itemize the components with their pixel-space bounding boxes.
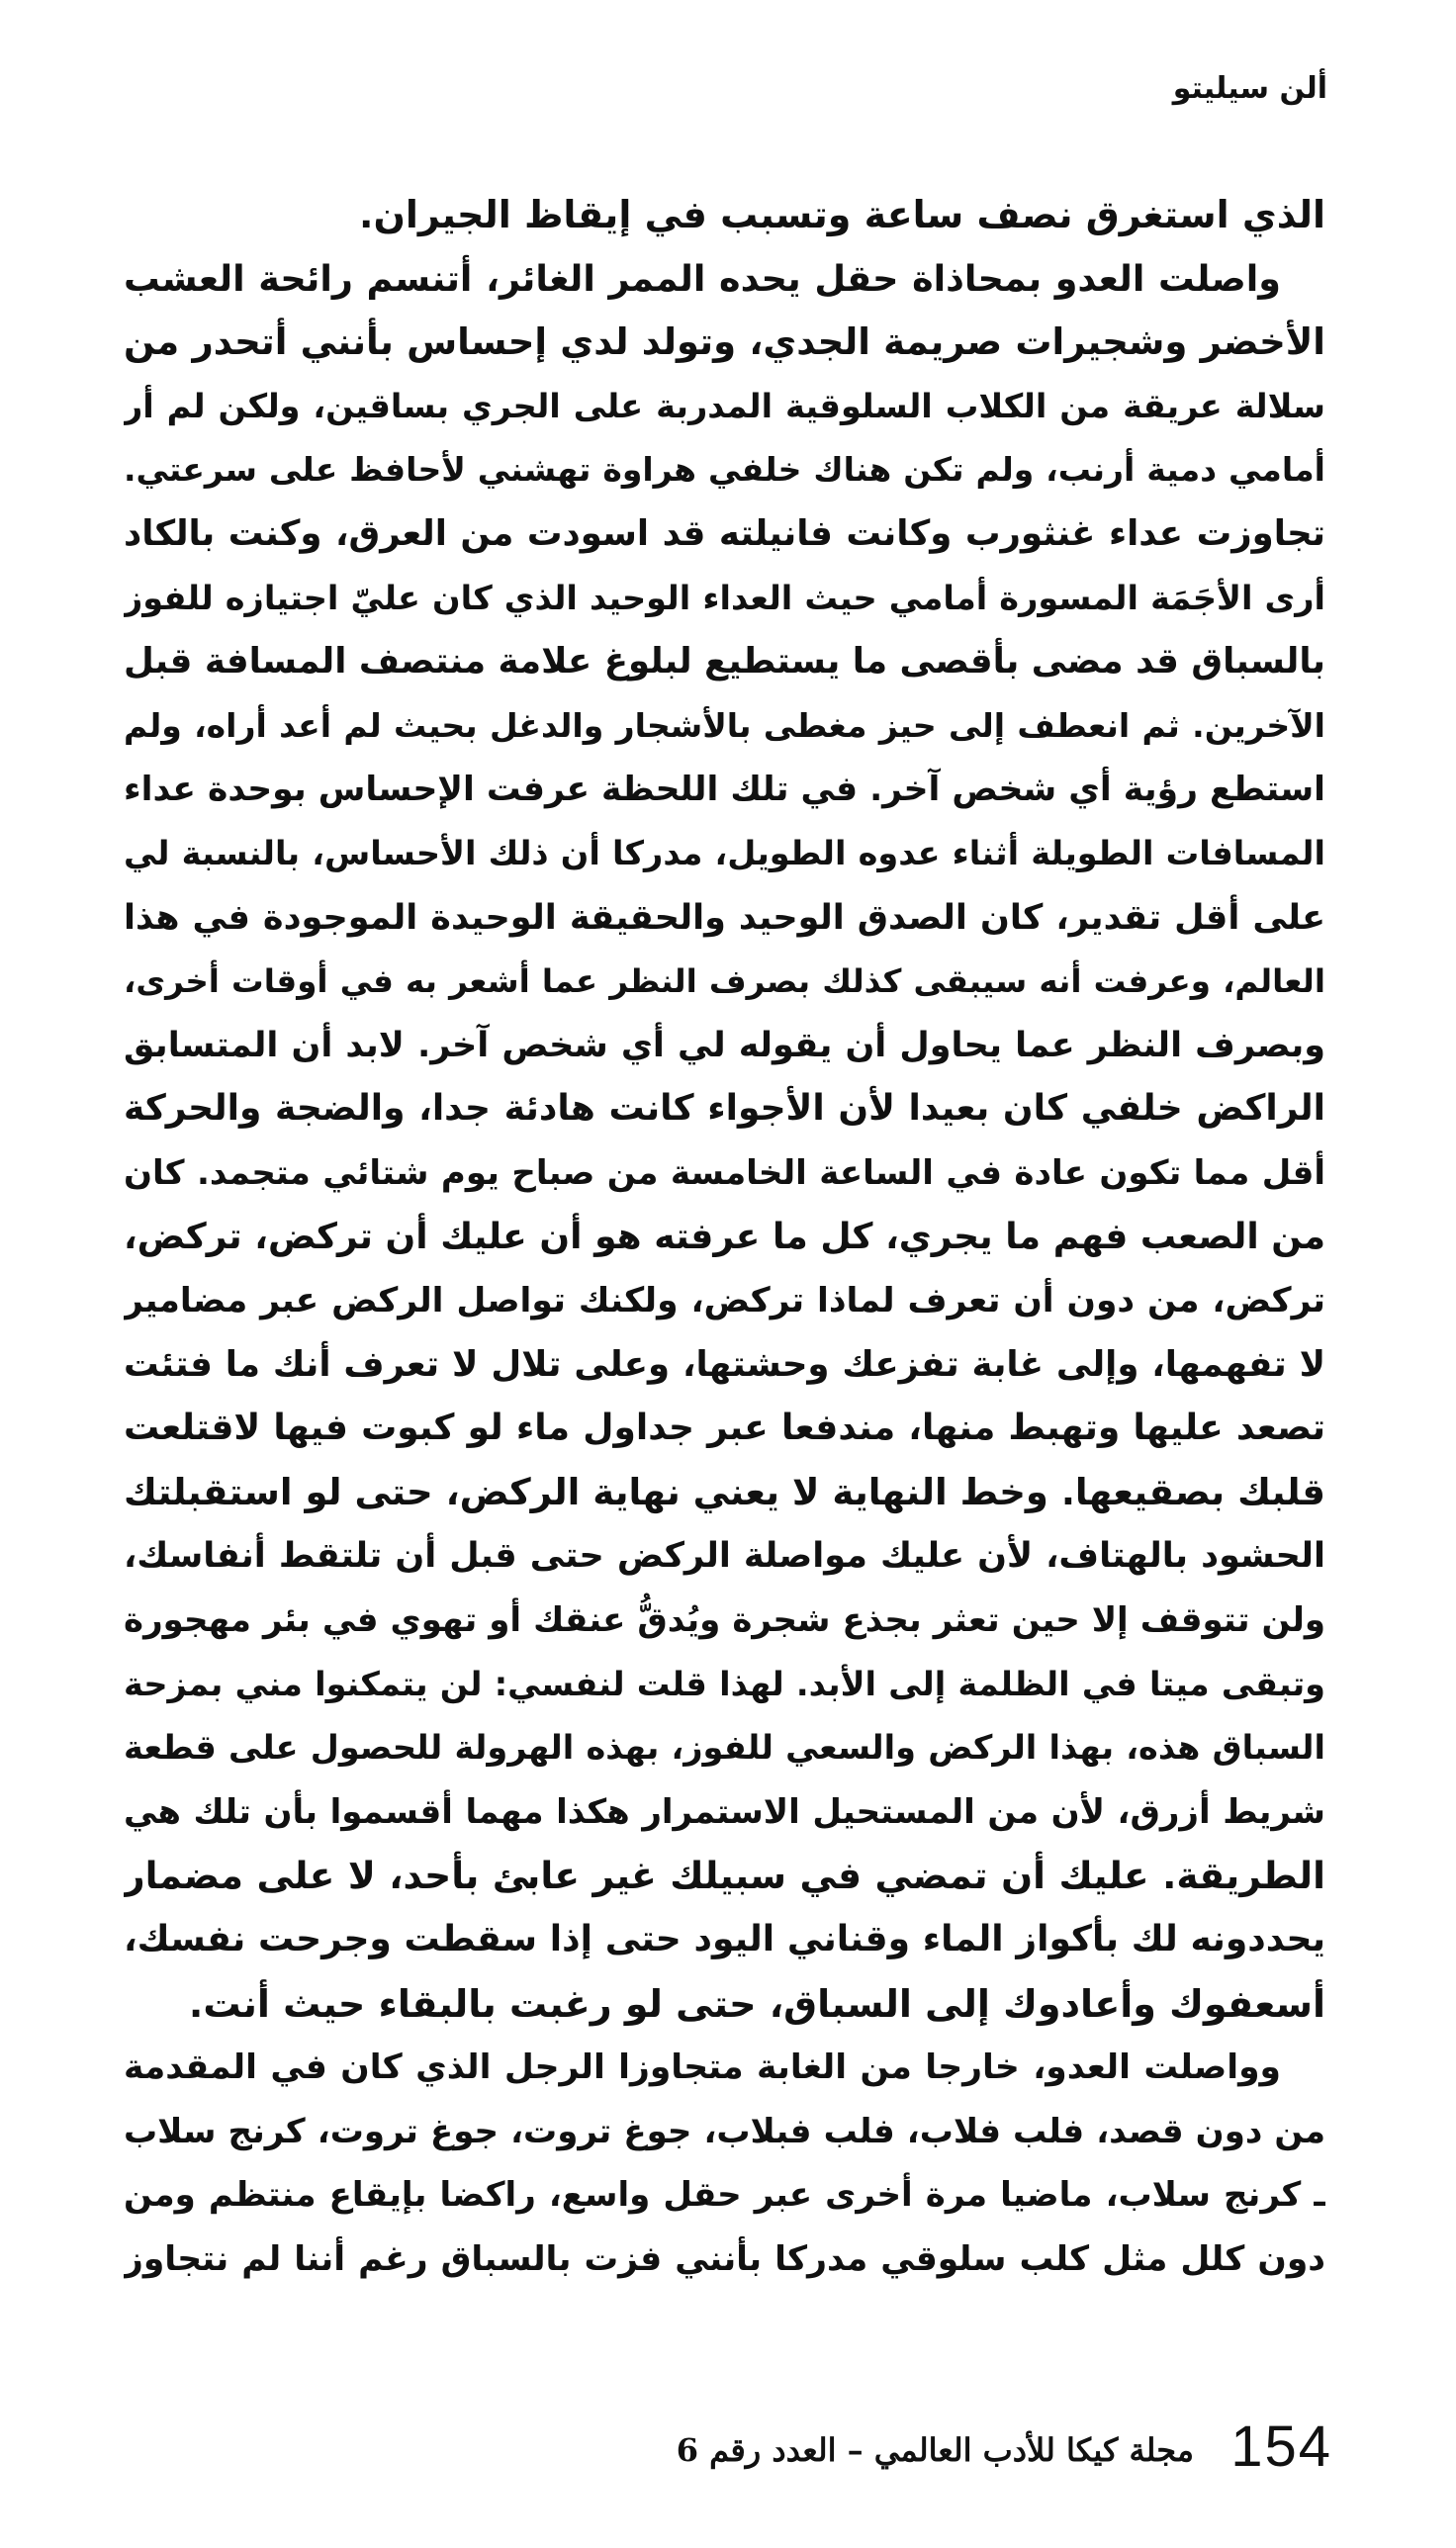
text-line: الطريقة. عليك أن تمضي في سبيلك غير عابئ بأحد، لا على مضمار [124, 1854, 1325, 1898]
text-line: أرى الأجَمَة المسورة أمامي حيث العداء الوحيد الذي كان عليّ اجتيازه للفوز [124, 578, 1325, 617]
text-line: ـ كرنج سلاب، ماضيا مرة أخرى عبر حقل واسع، راكضا بإيقاع منتظم ومن [124, 2175, 1325, 2216]
running-head-author: ألن سيليتو [1172, 71, 1327, 106]
text-line: تصعد عليها وتهبط منها، مندفعا عبر جداول ماء لو كبوت فيها لاقتلعت [124, 1408, 1325, 1449]
text-line: العالم، وعرفت أنه سيبقى كذلك بصرف النظر عما أشعر به في أوقات أخرى، [124, 962, 1325, 1001]
text-line: من دون قصد، فلب فلاب، فلب فبلاب، جوغ تروت، جوغ تروت، كرنج سلاب [124, 2111, 1325, 2151]
text-line: الحشود بالهتاف، لأن عليك مواصلة الركض حتى قبل أن تلتقط أنفاسك، [124, 1536, 1325, 1577]
text-line: شريط أزرق، لأن من المستحيل الاستمرار هكذا مهما أقسموا بأن تلك هي [124, 1791, 1325, 1832]
text-line: لا تفهمها، وإلى غابة تفزعك وحشتها، وعلى تلال لا تعرف أنك ما فتئت [124, 1343, 1325, 1385]
text-line: أمامي دمية أرنب، ولم تكن هناك خلفي هراوة تهشني لأحافظ على سرعتي. [124, 450, 1325, 490]
text-line: ولن تتوقف إلا حين تعثر بجذع شجرة ويُدقُّ عنقك أو تهوي في بئر مهجورة [124, 1600, 1325, 1641]
text-line: الراكض خلفي كان بعيدا لأن الأجواء كانت هادئة جدا، والضجة والحركة [124, 1088, 1325, 1130]
text-line: قلبك بصقيعها. وخط النهاية لا يعني نهاية الركض، حتى لو استقبلتك [124, 1470, 1325, 1513]
journal-title: مجلة كيكا للأدب العالمي – العدد رقم 6 [676, 2431, 1194, 2469]
text-line: الذي استغرق نصف ساعة وتسبب في إيقاظ الجيران. [359, 193, 1325, 236]
body-text [124, 183, 1325, 2292]
text-line: تجاوزت عداء غنثورب وكانت فانيلته قد اسودت من العرق، وكنت بالكاد [124, 512, 1325, 554]
text-line: من الصعب فهم ما يجري، كل ما عرفته هو أن عليك أن تركض، تركض، [124, 1216, 1325, 1257]
text-line: تركض، من دون أن تعرف لماذا تركض، ولكنك تواصل الركض عبر مضامير [124, 1281, 1325, 1321]
text-line: الآخرين. ثم انعطف إلى حيز مغطى بالأشجار والدغل بحيث لم أعد أراه، ولم [124, 705, 1325, 745]
text-line: دون كلل مثل كلب سلوقي مدركا بأنني فزت بالسباق رغم أننا لم نتجاوز [124, 2239, 1325, 2279]
text-line: وواصلت العدو، خارجا من الغابة متجاوزا الرجل الذي كان في المقدمة [124, 2048, 1281, 2088]
text-line: وبصرف النظر عما يحاول أن يقوله لي أي شخص آخر. لابد أن المتسابق [124, 1025, 1325, 1065]
text-line: المسافات الطويلة أثناء عدوه الطويل، مدركا أن ذلك الأحساس، بالنسبة لي [124, 833, 1325, 872]
text-line: السباق هذه، بهذا الركض والسعي للفوز، بهذه الهرولة للحصول على قطعة [124, 1728, 1325, 1768]
page-footer [124, 2413, 1332, 2493]
text-line: الأخضر وشجيرات صريمة الجدي، وتولد لدي إحساس بأنني أتحدر من [124, 320, 1325, 364]
text-line: وتبقى ميتا في الظلمة إلى الأبد. لهذا قلت لنفسي: لن يتمكنوا مني بمزحة [124, 1664, 1325, 1703]
text-line: على أقل تقدير، كان الصدق الوحيد والحقيقة الوحيدة الموجودة في هذا [124, 897, 1325, 938]
text-line: استطع رؤية أي شخص آخر. في تلك اللحظة عرفت الإحساس بوحدة عداء [124, 770, 1325, 810]
text-line: سلالة عريقة من الكلاب السلوقية المدربة على الجري بساقين، ولكن لم أر [124, 386, 1325, 425]
text-line: بالسباق قد مضى بأقصى ما يستطيع لبلوغ علامة منتصف المسافة قبل [124, 641, 1325, 682]
text-line: يحددونه لك بأكواز الماء وقناني اليود حتى إذا سقطت وجرحت نفسك، [124, 1919, 1325, 1960]
page-number: 154 [1230, 2414, 1332, 2479]
text-line: أسعفوك وأعادوك إلى السباق، حتى لو رغبت بالبقاء حيث أنت. [188, 1981, 1325, 2026]
text-line: أقل مما تكون عادة في الساعة الخامسة من صباح يوم شتائي متجمد. كان [124, 1152, 1325, 1193]
text-line: واصلت العدو بمحاذاة حقل يحده الممر الغائر، أتنسم رائحة العشب [124, 256, 1281, 300]
